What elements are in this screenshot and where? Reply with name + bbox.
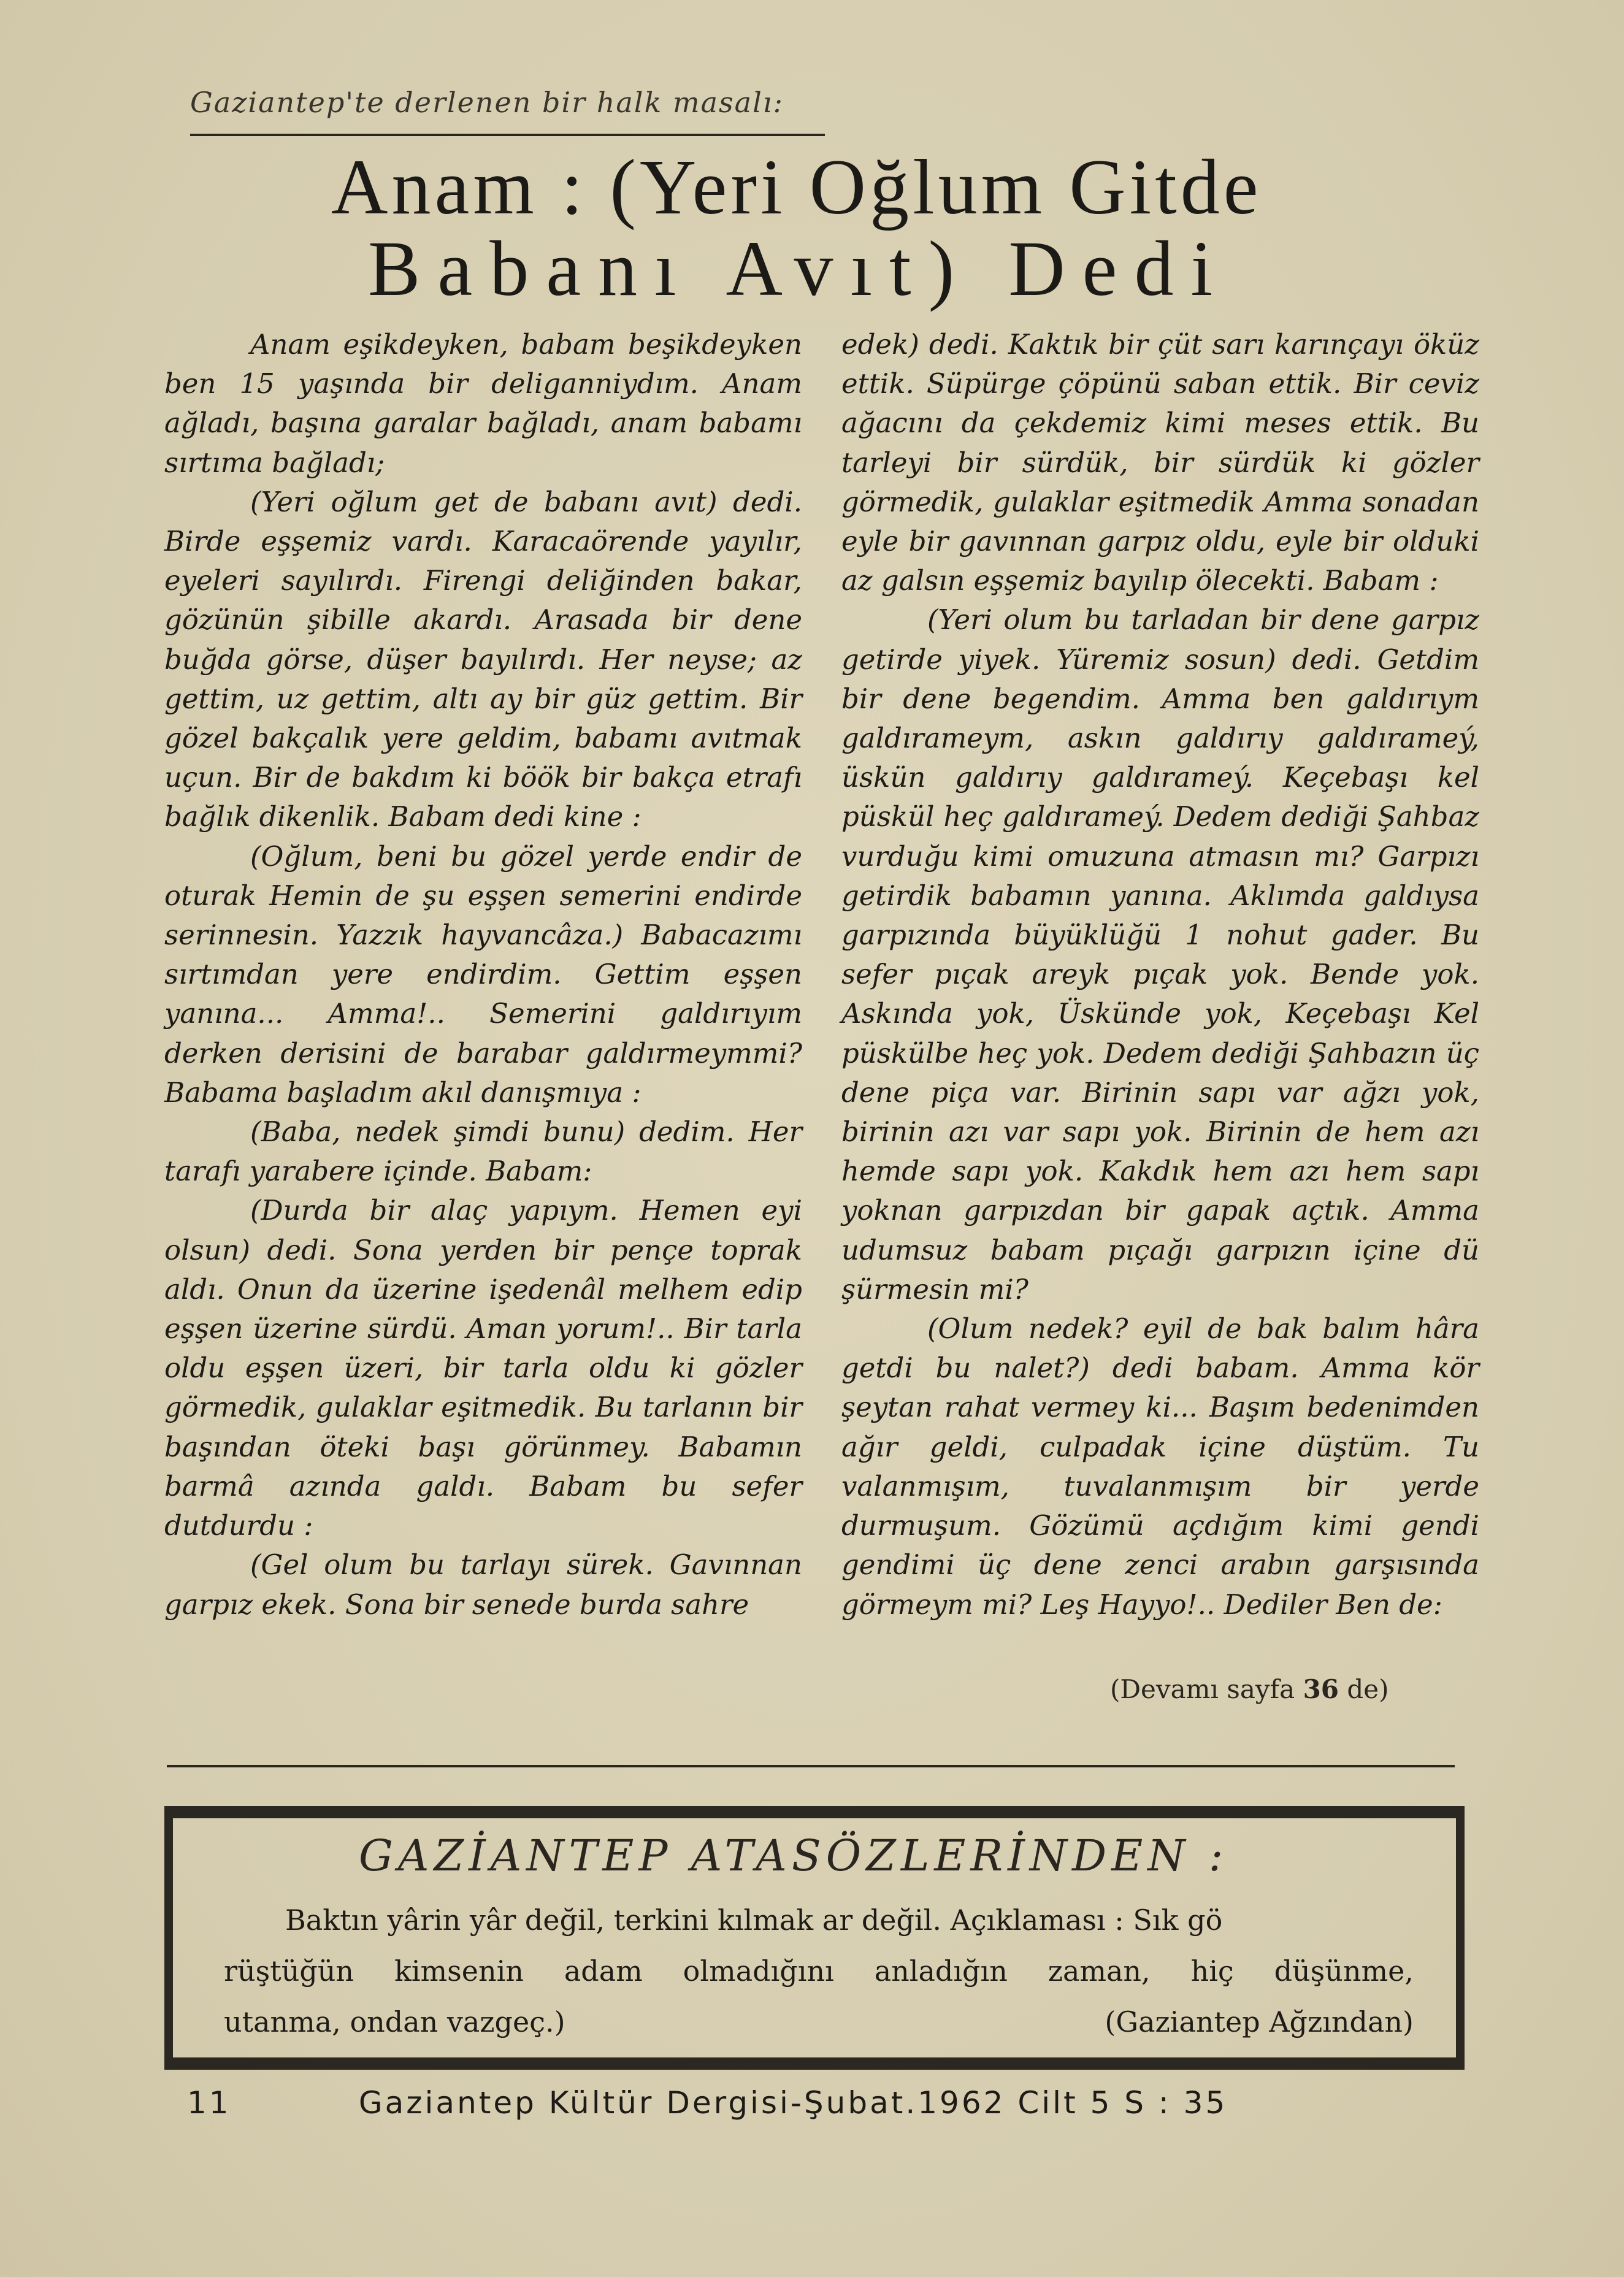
paragraph: (Yeri olum bu tarladan bir dene garpız getirde yiyek. Yüremiz sosun) dedi. Getdim bir dene begendim. Amma ben galdırıym galdırameym, askın galdırıy galdırameý, üskün galdırıy galdırameý. Keçebaşı kel püskül heç galdırameý. Dedem dediği Şahbaz vurduğu kimi omuzuna atmasın mı? Garpızı getirdik babamın yanına. Aklımda galdıysa garpızında büyüklüğü 1 nohut gader. Bu sefer pıçak areyk pıçak yok. Bende yok. Askında yok, Üskünde yok, Keçebaşı Kel püskülbe heç yok. Dedem dediği Şahbazın üç dene piça var. Birinin sapı var ağzı yok, birinin azı var sapı yok. Birinin de hem azı hemde sapı yok. Kakdık hem azı hem sapı yoknan garpızdan bir gapak açtık. Amma udumsuz babam pıçağı garpızın içine dü şürmesin mi? — [841, 603, 1479, 1306]
paragraph: (Gel olum bu tarlayı sürek. Gavınnan garpız ekek. Sona bir senede burda sahre — [164, 1548, 802, 1621]
article-title-line-1: Anam : (Yeri Oğlum Gitde — [331, 144, 1262, 231]
article-column-left — [164, 325, 802, 1625]
proverb-text — [224, 1895, 1414, 2048]
continued-label: (Devamı sayfa — [1110, 1674, 1295, 1704]
page-footer — [187, 2085, 1475, 2121]
proverb-line: Baktın yârin yâr değil, terkini kılmak ar değil. Açıklaması : Sık gö — [285, 1904, 1223, 1937]
article-kicker: Gaziantep'te derlenen bir halk masalı: — [190, 86, 784, 119]
paragraph: edek) dedi. Kaktık bir çüt sarı karınçayı öküz ettik. Süpürge çöpünü saban ettik. Bir ceviz ağacını da çekdemiz kimi meses ettik. Bu tarleyi bir sürdük, bir sürdük ki gözler görmedik, gulaklar eşitmedik Amma sonadan eyle bir gavınnan garpız oldu, eyle bir olduki az galsın eşşemiz bayılıp ölecekti. Babam : — [841, 328, 1479, 597]
footer-publication: Gaziantep Kültür Dergisi-Şubat.1962 Cilt 5 S : 35 — [358, 2085, 1228, 2121]
page-number: 11 — [187, 2085, 231, 2121]
proverb-source: (Gaziantep Ağzından) — [1105, 2005, 1414, 2038]
proverb-line — [224, 1997, 1414, 2048]
paragraph: (Baba, nedek şimdi bunu) dedim. Her tarafı yarabere içinde. Babam: — [164, 1116, 802, 1188]
paragraph: Anam eşikdeyken, babam beşikdeyken ben 15 yaşında bir deliganniydım. Anam ağladı, başına garalar bağladı, anam babamı sırtıma bağladı; — [164, 328, 802, 479]
kicker-underline — [190, 134, 825, 136]
proverb-box-title: GAZİANTEP ATASÖZLERİNDEN : — [359, 1831, 1228, 1881]
continued-suffix: de) — [1347, 1674, 1389, 1704]
paragraph: (Olum nedek? eyil de bak balım hâra getdi bu nalet?) dedi babam. Amma kör şeytan rahat vermey ki... Başım bedenimden ağır geldi, culpadak içine düştüm. Tu valanmışım, tuvalanmışım bir yerde durmuşum. Gözümü açdığım kimi gendi gendimi üç dene zenci arabın garşısında görmeym mi? Leş Hayyo!.. Dediler Ben de: — [841, 1312, 1479, 1621]
article-column-right — [841, 325, 1479, 1625]
paragraph: (Durda bir alaç yapıym. Hemen eyi olsun) dedi. Sona yerden bir pençe toprak aldı. Onun da üzerine işedenâl melhem edip eşşen üzerine sürdü. Aman yorum!.. Bir tarla oldu eşşen üzeri, bir tarla oldu ki gözler görmedik, gulaklar eşitmedik. Bu tarlanın bir başından öteki başı görünmey. Babamın barmâ azında galdı. Babam bu sefer dutdurdu : — [164, 1194, 802, 1542]
paragraph: (Yeri oğlum get de babanı avıt) dedi. Birde eşşemiz vardı. Karacaörende yayılır, eyeleri sayılırdı. Firengi deliğinden bakar, gözünün şibille akardı. Arasada bir dene buğda görse, düşer bayılırdı. Her neyse; az gettim, uz gettim, altı ay bir güz gettim. Bir gözel bakçalık yere geldim, babamı avıtmak uçun. Bir de bakdım ki böök bir bakça etrafı bağlık dikenlik. Babam dedi kine : — [164, 485, 802, 833]
section-divider — [167, 1765, 1455, 1767]
article-title-line-2: Babanı Avıt) Dedi — [368, 225, 1230, 312]
continued-page-number: 36 — [1303, 1674, 1339, 1704]
proverb-line-end: utanma, ondan vazgeç.) — [224, 2005, 565, 2038]
continued-note — [1110, 1674, 1389, 1704]
paragraph: (Oğlum, beni bu gözel yerde endir de oturak Hemin de şu eşşen semerini endirde serinnesin. Yazzık hayvancâza.) Babacazımı sırtımdan yere endirdim. Gettim eşşen yanına... Amma!.. Semerini galdırıyım derken derisini de barabar galdırmeymmi? Babama başladım akıl danışmıya : — [164, 840, 802, 1109]
proverb-line: rüştüğün kimsenin adam olmadığını anladığın zaman, hiç düşünme, — [224, 1954, 1414, 1988]
